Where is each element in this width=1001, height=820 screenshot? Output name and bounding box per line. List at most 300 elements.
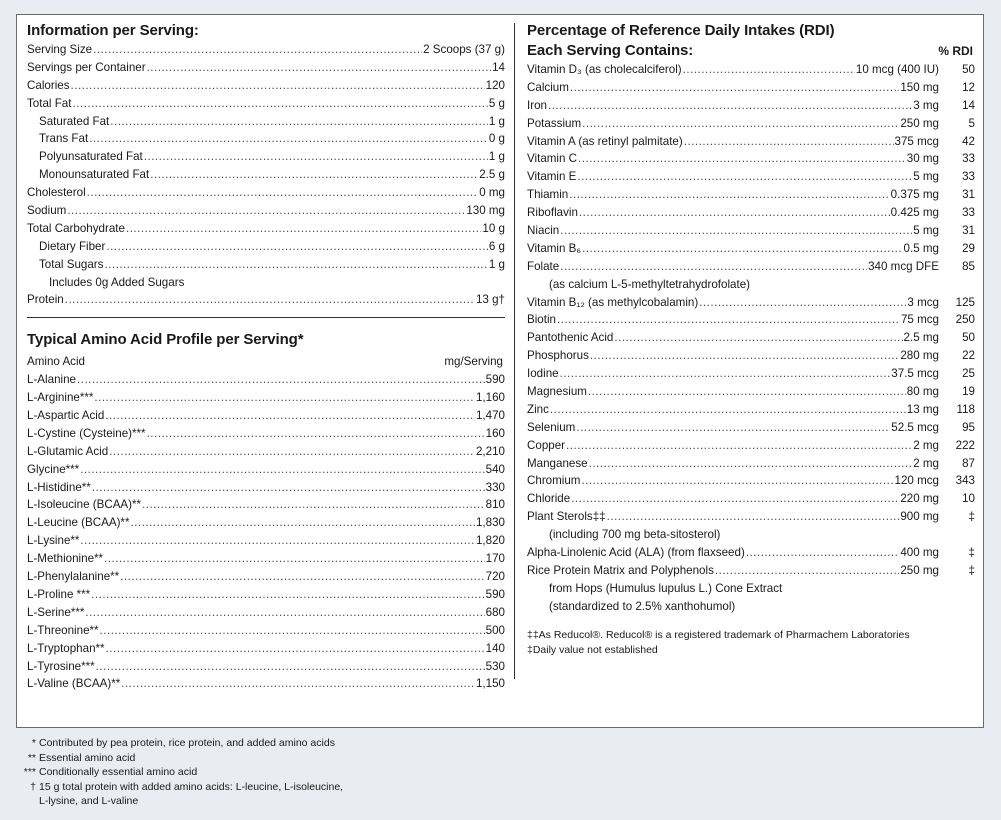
rdi-row-label: Selenium [527, 420, 576, 434]
info-row [27, 220, 505, 238]
amino-row-label: L-Methionine** [27, 552, 104, 566]
rdi-row [527, 365, 975, 383]
rdi-percent: 33 [962, 170, 975, 184]
dot-leader [80, 532, 475, 550]
rdi-row-label: Iodine [527, 367, 559, 381]
rdi-row [527, 97, 975, 115]
amino-row [27, 586, 505, 604]
info-row-value: 0 g [488, 132, 505, 146]
info-row [27, 95, 505, 113]
rdi-row [527, 562, 975, 580]
dot-leader [80, 461, 484, 479]
amino-row-label: L-Phenylalanine** [27, 570, 120, 584]
left-column [27, 21, 505, 693]
rdi-row [527, 472, 975, 490]
rdi-percent: 29 [962, 241, 975, 255]
info-row [27, 238, 505, 256]
rdi-row-value: 400 mg [900, 546, 939, 560]
dot-leader [566, 437, 912, 455]
rdi-row [527, 276, 975, 294]
info-row-value: 1 g [488, 257, 505, 271]
rdi-percent: 10 [962, 492, 975, 506]
info-row-label: Protein [27, 293, 64, 307]
info-row [27, 41, 505, 59]
column-divider [514, 23, 515, 679]
rdi-percent: 19 [962, 385, 975, 399]
rdi-percent: 343 [955, 474, 975, 488]
rdi-row-value: 2 mg [913, 438, 939, 452]
dot-leader [576, 419, 890, 437]
dot-leader [560, 258, 867, 276]
dot-leader [578, 150, 906, 168]
rdi-row-label: Chloride [527, 492, 571, 506]
rdi-row-label: (standardized to 2.5% xanthohumol) [549, 599, 736, 613]
rdi-row-label: Manganese [527, 456, 588, 470]
info-row-value: 2.5 g [479, 168, 505, 182]
rdi-row-label: Zinc [527, 402, 549, 416]
info-row [27, 256, 505, 274]
footnote [20, 751, 343, 766]
rdi-row [527, 526, 975, 544]
rdi-percent: ‡ [968, 546, 975, 560]
dot-leader [550, 401, 906, 419]
info-row-label: Serving Size [27, 43, 93, 56]
right-column [527, 21, 975, 658]
amino-row-value: 1,470 [475, 409, 505, 423]
amino-row [27, 371, 505, 389]
dot-leader [71, 77, 485, 95]
dot-leader [147, 59, 492, 77]
rdi-row-label: Vitamin E [527, 170, 577, 184]
dot-leader [699, 294, 906, 312]
amino-row [27, 389, 505, 407]
footnote-mark: ** [27, 751, 36, 764]
info-row [27, 148, 505, 166]
footnote [20, 794, 343, 809]
footnote-text: L-lysine, and L-valine [39, 795, 139, 807]
rdi-row-value: 150 mg [900, 80, 939, 94]
rdi-row [527, 329, 975, 347]
rdi-row [527, 580, 975, 598]
rdi-percent: 118 [956, 402, 975, 416]
rdi-percent: 85 [962, 259, 975, 273]
dot-leader [65, 291, 475, 309]
rdi-row-value: 3 mg [913, 98, 939, 112]
rdi-row [527, 240, 975, 258]
amino-row-label: L-Leucine (BCAA)** [27, 516, 130, 530]
rdi-row-label: Iron [527, 98, 547, 112]
footnote-mark: * [31, 737, 36, 749]
dot-leader [588, 383, 906, 401]
amino-row [27, 514, 505, 532]
rdi-row-label: Copper [527, 438, 566, 452]
info-row [27, 130, 505, 148]
rdi-row [527, 133, 975, 151]
rdi-row [527, 383, 975, 401]
amino-row-label: L-Proline *** [27, 587, 91, 601]
rdi-row [527, 61, 975, 79]
amino-heading: Typical Amino Acid Profile per Serving* [27, 331, 304, 349]
rdi-row [527, 150, 975, 168]
rdi-percent: 22 [962, 349, 975, 363]
amino-row [27, 532, 505, 550]
dot-leader [126, 220, 481, 238]
footnote [20, 765, 343, 780]
rdi-row-label: Vitamin A (as retinyl palmitate) [527, 134, 683, 148]
rdi-row-label: Vitamin B₆ [527, 241, 582, 255]
rdi-percent: 31 [962, 224, 975, 238]
info-rows [27, 41, 505, 309]
rdi-row-value: 75 mcg [900, 313, 939, 327]
dot-leader [87, 184, 479, 202]
dot-leader [77, 371, 485, 389]
amino-row-value: 160 [485, 426, 505, 440]
dot-leader [147, 425, 485, 443]
amino-row-label: L-Isoleucine (BCAA)** [27, 498, 142, 512]
dot-leader [105, 407, 475, 425]
rdi-row-value: 280 mg [900, 349, 939, 363]
rdi-row-label: Pantothenic Acid [527, 331, 614, 345]
amino-row-value: 1,160 [475, 391, 505, 405]
rdi-row-label: Riboflavin [527, 206, 578, 220]
amino-row-label: L-Tyrosine*** [27, 659, 95, 673]
rdi-percent: 25 [962, 367, 975, 381]
dot-leader [577, 168, 912, 186]
rdi-percent: 50 [962, 331, 975, 345]
rdi-row-label: Thiamin [527, 188, 569, 202]
info-row-label: Trans Fat [39, 132, 89, 146]
rdi-percent: ‡ [968, 563, 975, 577]
dot-leader [570, 79, 899, 97]
rdi-note: ‡Daily value not established [527, 643, 658, 656]
info-row [27, 113, 505, 131]
rdi-row-value: 900 mg [900, 510, 939, 524]
amino-row [27, 550, 505, 568]
dot-leader [91, 586, 485, 604]
rdi-row-value: 52.5 mcg [891, 420, 939, 434]
rdi-percent: 12 [962, 80, 975, 94]
rdi-row-value: 3 mcg [907, 295, 939, 309]
rdi-row [527, 598, 975, 616]
info-heading: Information per Serving: [27, 22, 199, 39]
amino-col-value: mg/Serving [444, 355, 503, 369]
rdi-notes [527, 628, 975, 658]
rdi-row-value: 340 mcg DFE [868, 259, 939, 273]
rdi-percent: 5 [968, 116, 975, 130]
amino-row-value: 590 [485, 587, 505, 601]
info-row-value: 1 g [488, 150, 505, 164]
info-row [27, 202, 505, 220]
rdi-row-value: 10 mcg (400 IU) [855, 63, 939, 76]
info-row [27, 274, 505, 292]
amino-row-label: L-Cystine (Cysteine)*** [27, 426, 146, 440]
info-row-label: Dietary Fiber [39, 239, 106, 253]
info-row-label: Calories [27, 78, 70, 92]
amino-row [27, 568, 505, 586]
rdi-row-label: Plant Sterols‡‡ [527, 510, 606, 524]
info-row-label: Sodium [27, 204, 67, 218]
rdi-row-value: 120 mcg [894, 474, 939, 488]
info-row [27, 77, 505, 95]
rdi-row-label: Chromium [527, 474, 581, 488]
rdi-percent: 33 [962, 206, 975, 220]
dot-leader [142, 496, 485, 514]
amino-row-value: 590 [485, 373, 505, 387]
footnote-text: Contributed by pea protein, rice protein, and added amino acids [39, 737, 335, 749]
amino-column-header [27, 353, 505, 371]
dot-leader [89, 130, 488, 148]
rdi-row-value: 0.425 mg [890, 206, 939, 220]
amino-row-value: 680 [485, 605, 505, 619]
footnote [20, 780, 343, 795]
amino-row-label: L-Arginine*** [27, 391, 94, 405]
amino-row-value: 810 [485, 498, 505, 512]
amino-row-value: 1,830 [475, 516, 505, 530]
rdi-row-value: 220 mg [900, 492, 939, 506]
dot-leader [93, 41, 422, 59]
info-row [27, 184, 505, 202]
rdi-row [527, 186, 975, 204]
dot-leader [590, 347, 899, 365]
dot-leader [581, 472, 893, 490]
amino-row-value: 2,210 [475, 444, 505, 458]
rdi-row-label: Phosphorus [527, 349, 589, 363]
info-row-label: Includes 0g Added Sugars [49, 275, 185, 289]
dot-leader [683, 61, 855, 79]
dot-leader [67, 202, 465, 220]
amino-row [27, 461, 505, 479]
dot-leader [110, 113, 488, 131]
dot-leader [104, 256, 487, 274]
rdi-row-label: Potassium [527, 116, 582, 130]
amino-row [27, 640, 505, 658]
info-row [27, 291, 505, 309]
dot-leader [548, 97, 912, 115]
rdi-row-value: 13 mg [906, 402, 939, 416]
dot-leader [684, 133, 894, 151]
rdi-percent: 33 [962, 152, 975, 166]
amino-row [27, 407, 505, 425]
amino-row-label: L-Histidine** [27, 480, 91, 494]
amino-row-label: L-Serine*** [27, 605, 85, 619]
amino-row-value: 720 [485, 570, 505, 584]
rdi-row-value: 250 mg [900, 116, 939, 130]
dot-leader [557, 311, 900, 329]
footnote-text: 15 g total protein with added amino acids: L-leucine, L-isoleucine, [39, 780, 344, 793]
dot-leader [72, 95, 487, 113]
rdi-row [527, 508, 975, 526]
supplement-facts-panel [16, 14, 984, 728]
dot-leader [560, 222, 912, 240]
info-row-value: 2 Scoops (37 g) [423, 43, 505, 56]
amino-row-value: 540 [485, 462, 505, 476]
dot-leader [130, 514, 475, 532]
rdi-row-label: Magnesium [527, 385, 587, 399]
rdi-note: ‡‡As Reducol®. Reducol® is a registered trademark of Pharmachem Laboratories [527, 628, 910, 641]
rdi-row-value: 0.5 mg [903, 241, 939, 255]
rdi-row [527, 79, 975, 97]
rdi-row [527, 437, 975, 455]
dot-leader [582, 240, 902, 258]
amino-row [27, 479, 505, 497]
info-row-label: Polyunsaturated Fat [39, 150, 143, 164]
amino-row-label: L-Aspartic Acid [27, 409, 105, 423]
section-divider [27, 317, 505, 318]
rdi-row [527, 455, 975, 473]
rdi-percent: ‡ [968, 510, 975, 524]
footnote [20, 736, 343, 751]
info-row-value: 5 g [488, 96, 505, 110]
rdi-percent: 42 [962, 134, 975, 148]
rdi-row [527, 115, 975, 133]
amino-row [27, 425, 505, 443]
amino-row-label: L-Threonine** [27, 623, 99, 637]
rdi-row-label: (including 700 mg beta-sitosterol) [549, 528, 721, 542]
info-row-label: Monounsaturated Fat [39, 168, 150, 182]
info-row-value: 120 [485, 78, 505, 92]
footnote-mark: † [30, 780, 36, 793]
rdi-row-label: Biotin [527, 313, 557, 327]
footnote-text: Essential amino acid [39, 751, 136, 764]
dot-leader [144, 148, 488, 166]
rdi-row [527, 401, 975, 419]
info-row [27, 59, 505, 77]
dot-leader [106, 238, 488, 256]
dot-leader [579, 204, 890, 222]
rdi-percent: 95 [962, 420, 975, 434]
dot-leader [121, 675, 475, 693]
amino-row-value: 1,150 [475, 677, 505, 691]
amino-row-label: L-Alanine [27, 373, 76, 387]
rdi-row-label: Niacin [527, 224, 560, 238]
rdi-percent: 31 [962, 188, 975, 202]
info-row-label: Saturated Fat [39, 114, 110, 128]
dot-leader [715, 562, 899, 580]
info-row-value: 10 g [482, 221, 505, 235]
rdi-row [527, 168, 975, 186]
info-row-value: 14 [492, 60, 505, 74]
amino-row-label: L-Tryptophan** [27, 641, 105, 655]
rdi-subheader [527, 41, 975, 61]
rdi-row [527, 258, 975, 276]
rdi-row-label: Vitamin C [527, 152, 578, 166]
rdi-percent: 125 [955, 295, 975, 309]
rdi-row-value: 30 mg [906, 152, 939, 166]
amino-col-label: Amino Acid [27, 355, 85, 369]
rdi-percent: 222 [955, 438, 975, 452]
info-row-label: Total Sugars [39, 257, 104, 271]
dot-leader [582, 115, 899, 133]
amino-row-value: 330 [485, 480, 505, 494]
rdi-row [527, 311, 975, 329]
rdi-row-label: Calcium [527, 80, 569, 94]
dot-leader [607, 508, 900, 526]
footnote-text: Conditionally essential amino acid [39, 766, 198, 778]
rdi-percent: 50 [962, 63, 975, 76]
info-row-label: Cholesterol [27, 186, 86, 200]
dot-leader [96, 658, 485, 676]
dot-leader [106, 640, 485, 658]
dot-leader [571, 490, 899, 508]
rdi-row-label: Rice Protein Matrix and Polyphenols [527, 563, 714, 577]
dot-leader [109, 443, 475, 461]
rdi-row-value: 2.5 mg [903, 331, 939, 345]
amino-row [27, 658, 505, 676]
info-row-label: Total Carbohydrate [27, 221, 125, 235]
rdi-row-value: 80 mg [906, 385, 939, 399]
amino-row-label: L-Glutamic Acid [27, 444, 109, 458]
dot-leader [94, 389, 475, 407]
info-row-value: 0 mg [479, 186, 505, 200]
dot-leader [92, 479, 485, 497]
info-row [27, 166, 505, 184]
dot-leader [569, 186, 889, 204]
dot-leader [150, 166, 478, 184]
dot-leader [104, 550, 485, 568]
rdi-row-value: 0.375 mg [890, 188, 939, 202]
rdi-row-value: 250 mg [900, 563, 939, 577]
rdi-row [527, 294, 975, 312]
rdi-row-value: 5 mg [913, 170, 939, 184]
rdi-percent: 250 [955, 313, 975, 327]
rdi-row-label: from Hops (Humulus lupulus L.) Cone Extract [549, 581, 783, 595]
rdi-heading: Percentage of Reference Daily Intakes (RDI) [527, 22, 835, 39]
amino-row [27, 604, 505, 622]
footnote-mark: *** [23, 766, 36, 778]
amino-row-value: 500 [485, 623, 505, 637]
rdi-row [527, 544, 975, 562]
rdi-pct-header: % RDI [938, 44, 973, 58]
rdi-row-label: Vitamin D₃ (as cholecalciferol) [527, 63, 682, 76]
amino-row-label: L-Valine (BCAA)** [27, 677, 121, 691]
amino-row-label: L-Lysine** [27, 534, 80, 548]
info-row-value: 130 mg [466, 204, 505, 218]
amino-row-label: Glycine*** [27, 462, 80, 476]
footnotes [20, 736, 343, 809]
rdi-row-label: (as calcium L-5-methyltetrahydrofolate) [549, 277, 751, 291]
info-row-value: 6 g [488, 239, 505, 253]
dot-leader [100, 622, 485, 640]
rdi-row-value: 375 mcg [894, 134, 939, 148]
rdi-row-label: Alpha-Linolenic Acid (ALA) (from flaxseed) [527, 546, 745, 560]
info-row-label: Servings per Container [27, 60, 146, 74]
rdi-row [527, 347, 975, 365]
amino-row-value: 1,820 [475, 534, 505, 548]
dot-leader [746, 544, 900, 562]
rdi-percent: 14 [962, 98, 975, 112]
rdi-row [527, 419, 975, 437]
rdi-row-value: 2 mg [913, 456, 939, 470]
rdi-row-value: 37.5 mcg [891, 367, 939, 381]
amino-row-value: 530 [485, 659, 505, 673]
rdi-row [527, 222, 975, 240]
amino-row-value: 170 [485, 552, 505, 566]
amino-row [27, 496, 505, 514]
dot-leader [85, 604, 484, 622]
amino-row [27, 675, 505, 693]
dot-leader [560, 365, 891, 383]
info-row-value: 1 g [488, 114, 505, 128]
rdi-subtitle: Each Serving Contains: [527, 42, 694, 59]
info-row-label: Total Fat [27, 96, 72, 110]
info-row-value: 13 g† [475, 293, 505, 307]
amino-row [27, 622, 505, 640]
dot-leader [589, 455, 913, 473]
rdi-row-label: Vitamin B₁₂ (as methylcobalamin) [527, 295, 699, 309]
amino-row [27, 443, 505, 461]
amino-row-value: 140 [485, 641, 505, 655]
rdi-row [527, 490, 975, 508]
